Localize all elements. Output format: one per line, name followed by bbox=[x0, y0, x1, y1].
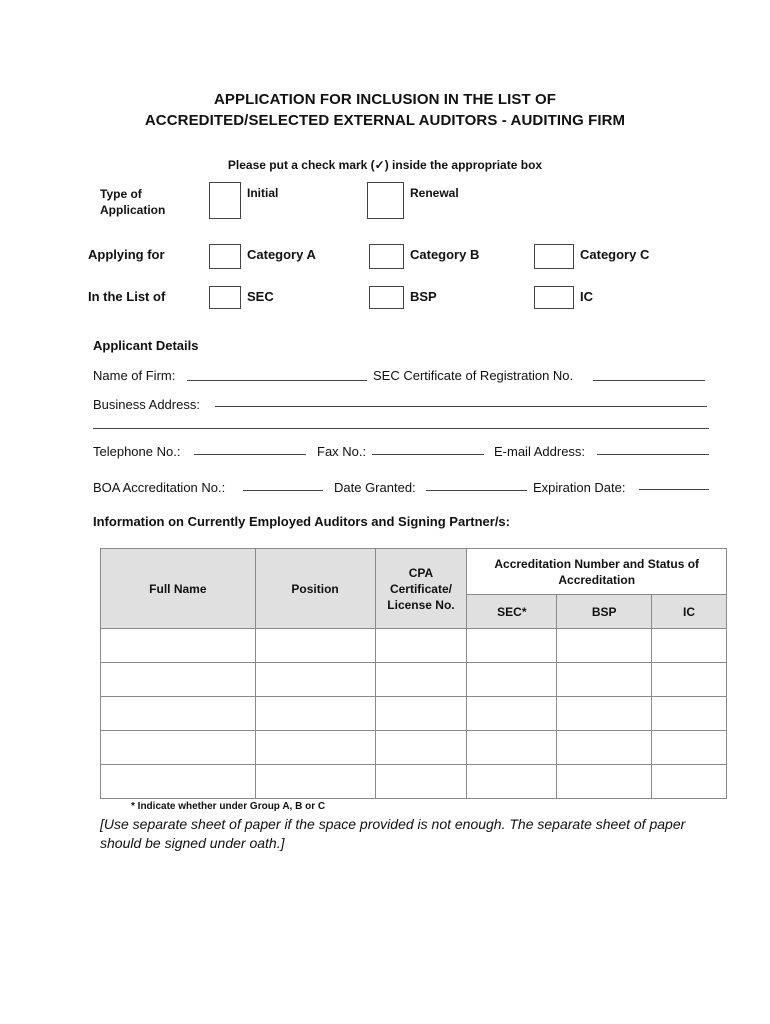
table-cell[interactable] bbox=[652, 663, 727, 697]
sec-cert-label: SEC Certificate of Registration No. bbox=[373, 368, 574, 383]
ic-option-label: IC bbox=[580, 289, 593, 304]
table-cell[interactable] bbox=[467, 765, 557, 799]
table-cell[interactable] bbox=[467, 629, 557, 663]
full-name-header: Full Name bbox=[101, 549, 256, 629]
table-cell[interactable] bbox=[557, 731, 652, 765]
business-address-label: Business Address: bbox=[93, 397, 200, 412]
table-cell[interactable] bbox=[652, 765, 727, 799]
table-row bbox=[101, 663, 727, 697]
table-cell[interactable] bbox=[255, 765, 375, 799]
table-cell[interactable] bbox=[375, 765, 467, 799]
sec-option-label: SEC bbox=[247, 289, 274, 304]
category-a-checkbox[interactable] bbox=[209, 244, 241, 269]
table-cell[interactable] bbox=[375, 663, 467, 697]
group-footnote: * Indicate whether under Group A, B or C bbox=[131, 801, 326, 812]
sec-cert-field[interactable] bbox=[593, 380, 705, 381]
table-row bbox=[101, 731, 727, 765]
date-granted-field[interactable] bbox=[426, 490, 527, 491]
email-field[interactable] bbox=[597, 454, 709, 455]
ic-column-header: IC bbox=[652, 595, 727, 629]
renewal-option-label: Renewal bbox=[410, 186, 459, 200]
table-cell[interactable] bbox=[255, 697, 375, 731]
table-cell[interactable] bbox=[375, 731, 467, 765]
expiration-date-field[interactable] bbox=[639, 489, 709, 490]
table-cell[interactable] bbox=[255, 663, 375, 697]
category-c-checkbox[interactable] bbox=[534, 244, 574, 269]
telephone-field[interactable] bbox=[194, 454, 306, 455]
table-cell[interactable] bbox=[101, 663, 256, 697]
business-address-field[interactable] bbox=[215, 406, 707, 407]
bsp-option-label: BSP bbox=[410, 289, 437, 304]
applying-for-label: Applying for bbox=[88, 247, 165, 262]
form-title-line-2: ACCREDITED/SELECTED EXTERNAL AUDITORS - AUDITING FIRM bbox=[144, 112, 626, 129]
sec-checkbox[interactable] bbox=[209, 286, 241, 309]
renewal-checkbox[interactable] bbox=[367, 182, 404, 219]
initial-option-label: Initial bbox=[247, 186, 279, 200]
telephone-label: Telephone No.: bbox=[93, 444, 181, 459]
applicant-details-heading: Applicant Details bbox=[93, 338, 199, 353]
table-cell[interactable] bbox=[652, 629, 727, 663]
email-label: E-mail Address: bbox=[494, 444, 586, 459]
table-cell[interactable] bbox=[557, 765, 652, 799]
table-cell[interactable] bbox=[557, 663, 652, 697]
table-cell[interactable] bbox=[101, 731, 256, 765]
table-cell[interactable] bbox=[101, 765, 256, 799]
category-b-checkbox[interactable] bbox=[369, 244, 404, 269]
business-address-field-line-2[interactable] bbox=[93, 428, 709, 429]
bsp-checkbox[interactable] bbox=[369, 286, 404, 309]
table-cell[interactable] bbox=[101, 629, 256, 663]
position-header: Position bbox=[255, 549, 375, 629]
in-the-list-of-label: In the List of bbox=[88, 289, 166, 304]
table-cell[interactable] bbox=[375, 697, 467, 731]
table-row bbox=[101, 765, 727, 799]
table-row bbox=[101, 697, 727, 731]
table-cell[interactable] bbox=[467, 697, 557, 731]
check-instruction: Please put a check mark (✓) inside the appropriate box bbox=[227, 158, 543, 172]
ic-checkbox[interactable] bbox=[534, 286, 574, 309]
name-of-firm-field[interactable] bbox=[187, 380, 367, 381]
cpa-license-header: CPA Certificate/ License No. bbox=[375, 549, 467, 629]
boa-accreditation-label: BOA Accreditation No.: bbox=[93, 480, 226, 495]
sec-column-header: SEC* bbox=[467, 595, 557, 629]
table-cell[interactable] bbox=[557, 629, 652, 663]
accreditation-status-header: Accreditation Number and Status of Accreditation bbox=[467, 549, 727, 595]
table-cell[interactable] bbox=[101, 697, 256, 731]
table-cell[interactable] bbox=[255, 629, 375, 663]
table-cell[interactable] bbox=[255, 731, 375, 765]
type-of-application-label: Type of Application bbox=[100, 187, 166, 217]
date-granted-label: Date Granted: bbox=[334, 480, 416, 495]
table-row bbox=[101, 629, 727, 663]
category-c-label: Category C bbox=[580, 247, 650, 262]
table-cell[interactable] bbox=[652, 697, 727, 731]
fax-field[interactable] bbox=[372, 454, 484, 455]
table-cell[interactable] bbox=[467, 663, 557, 697]
category-a-label: Category A bbox=[247, 247, 316, 262]
auditors-table bbox=[100, 548, 727, 799]
table-cell[interactable] bbox=[467, 731, 557, 765]
boa-accreditation-field[interactable] bbox=[243, 490, 323, 491]
table-cell[interactable] bbox=[652, 731, 727, 765]
auditors-heading: Information on Currently Employed Auditors and Signing Partner/s: bbox=[93, 514, 510, 529]
separate-sheet-note: [Use separate sheet of paper if the space provided is not enough. The separate sheet of paper should be signed under oath.] bbox=[100, 816, 686, 851]
table-cell[interactable] bbox=[375, 629, 467, 663]
category-b-label: Category B bbox=[410, 247, 480, 262]
form-title-line-1: APPLICATION FOR INCLUSION IN THE LIST OF bbox=[213, 91, 557, 108]
expiration-date-label: Expiration Date: bbox=[533, 480, 626, 495]
table-cell[interactable] bbox=[557, 697, 652, 731]
fax-label: Fax No.: bbox=[317, 444, 367, 459]
initial-checkbox[interactable] bbox=[209, 182, 241, 219]
bsp-column-header: BSP bbox=[557, 595, 652, 629]
name-of-firm-label: Name of Firm: bbox=[93, 368, 176, 383]
